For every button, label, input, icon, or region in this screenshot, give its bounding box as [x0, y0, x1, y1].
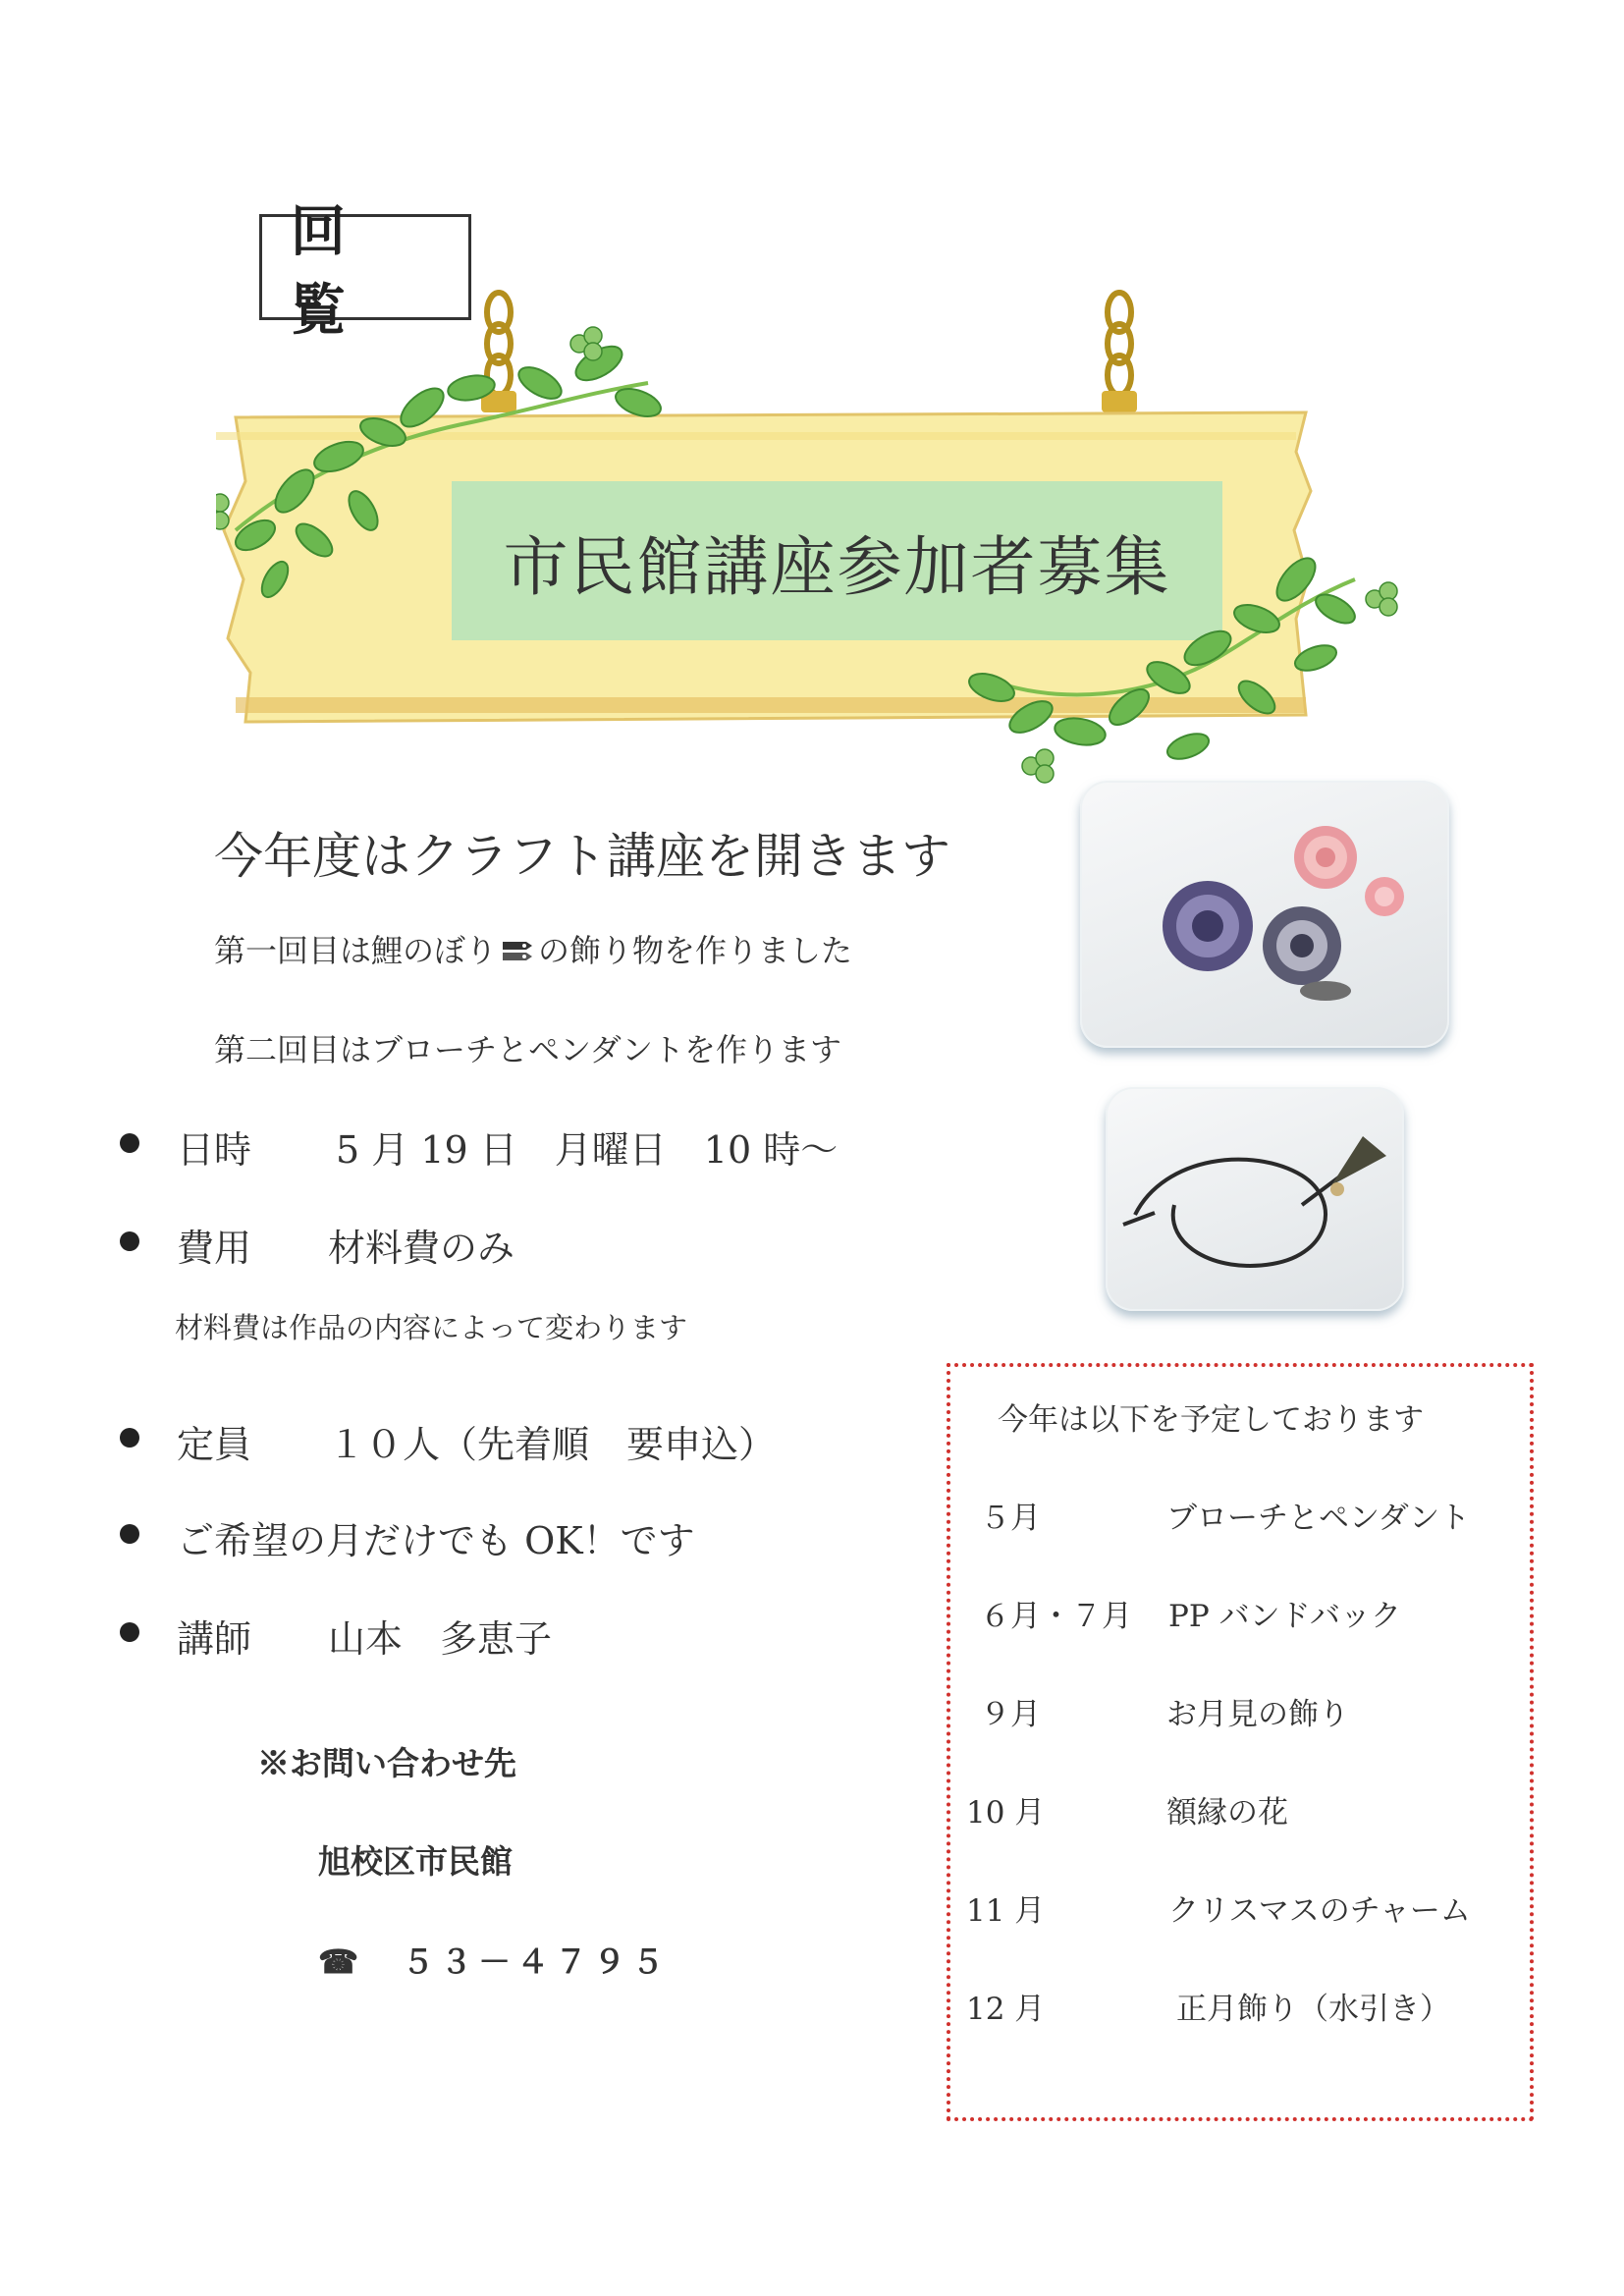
- intro-line-2: 第二回目はブローチとペンダントを作ります: [214, 1031, 842, 1068]
- fee-label: 費用: [177, 1227, 252, 1270]
- bullet-monthly: [120, 1510, 905, 1562]
- phone-icon: ☎: [318, 1942, 359, 1981]
- schedule-month: ９月: [980, 1697, 1041, 1732]
- circulation-stamp: 回 覧: [259, 214, 471, 320]
- schedule-row: [980, 1689, 1510, 1732]
- schedule-month: ６月・７月: [980, 1599, 1132, 1634]
- schedule-item: クリスマスのチャーム: [1168, 1893, 1471, 1929]
- capacity-label: 定員: [177, 1423, 252, 1466]
- datetime-value: 5 月 19 日 月曜日 10 時～: [336, 1128, 839, 1172]
- schedule-row: [980, 1591, 1510, 1634]
- sign-title: 市民館講座参加者募集: [503, 528, 1171, 605]
- bullet-capacity: [120, 1414, 905, 1466]
- schedule-title: 今年は以下を予定しております: [998, 1402, 1424, 1438]
- schedule-month: 11 月: [966, 1893, 1046, 1929]
- contact-phone: ５３－４７９５: [402, 1942, 671, 1981]
- schedule-row: [966, 1787, 1510, 1831]
- fee-value: 材料費のみ: [328, 1227, 515, 1270]
- schedule-month: 10 月: [966, 1795, 1046, 1831]
- bullet-fee: [120, 1218, 905, 1270]
- intro-line-1-pre: 第一回目は鯉のぼり: [214, 932, 498, 969]
- schedule-month: ５月: [980, 1501, 1041, 1536]
- fee-note: 材料費は作品の内容によって変わります: [175, 1311, 688, 1344]
- contact-place: 旭校区市民館: [318, 1842, 513, 1881]
- schedule-item: ブローチとペンダント: [1166, 1501, 1471, 1536]
- instructor-value: 山本 多恵子: [328, 1617, 553, 1661]
- pendant-photo: [1106, 1087, 1404, 1311]
- bullet-dot: [120, 1622, 139, 1642]
- pendant-cord-icon: [1106, 1087, 1404, 1311]
- intro-line-1: [214, 926, 852, 971]
- intro-line-1-post: の飾り物を作りました: [538, 932, 853, 969]
- capacity-value: １０人（先着順 要申込）: [328, 1423, 777, 1466]
- schedule-row: [980, 1493, 1510, 1536]
- koinobori-icon: [501, 936, 534, 965]
- schedule-item: 正月飾り（水引き）: [1176, 1992, 1450, 2027]
- contact-phone-line: [318, 1937, 670, 1983]
- bullet-datetime: [120, 1120, 905, 1172]
- datetime-label: 日時: [177, 1128, 252, 1172]
- intro-heading: 今年度はクラフト講座を開きます: [214, 828, 950, 885]
- bullet-dot: [120, 1524, 139, 1544]
- monthly-text: ご希望の月だけでも OK！です: [177, 1519, 695, 1562]
- brooch-photo: [1080, 781, 1449, 1048]
- schedule-item: お月見の飾り: [1166, 1697, 1349, 1732]
- schedule-month: 12 月: [966, 1992, 1046, 2027]
- contact-label: ※お問い合わせ先: [257, 1744, 516, 1782]
- bullet-dot: [120, 1231, 139, 1251]
- bullet-dot: [120, 1428, 139, 1448]
- schedule-row: [966, 1886, 1510, 1929]
- schedule-item: PP バンドバック: [1168, 1599, 1401, 1634]
- schedule-row: [966, 1984, 1510, 2027]
- schedule-item: 額縁の花: [1166, 1795, 1288, 1831]
- bullet-dot: [120, 1133, 139, 1153]
- bullet-instructor: [120, 1609, 905, 1661]
- brooch-flowers-icon: [1080, 781, 1449, 1048]
- instructor-label: 講師: [177, 1617, 252, 1661]
